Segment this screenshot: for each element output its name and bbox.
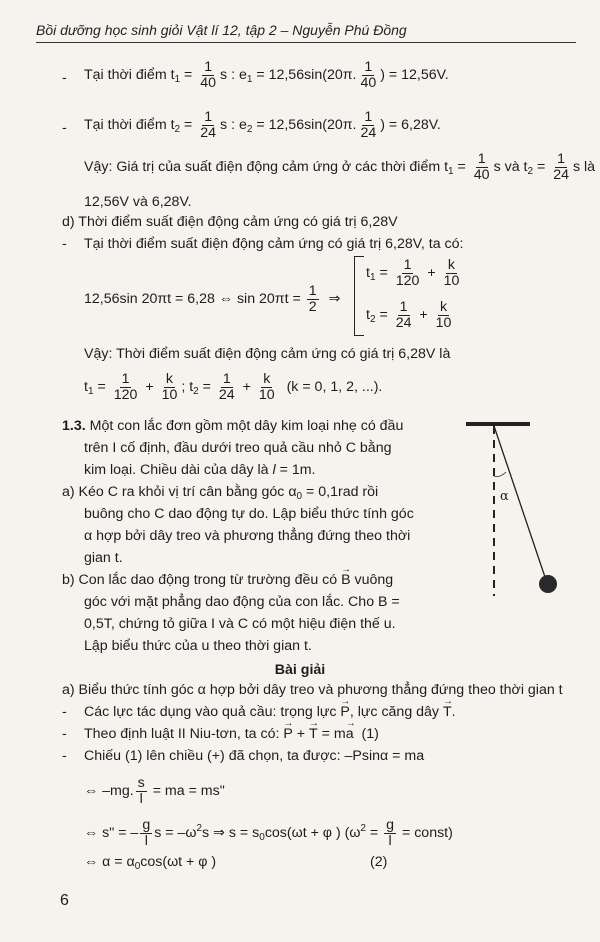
solution-a: a) Biểu thức tính góc α hợp bởi dây treo và phương thẳng đứng theo thời gian t	[62, 682, 563, 698]
bullet-dash: -	[62, 236, 67, 252]
sin-equation: 12,56sin 20πt = 6,28 ⇔ sin 20πt = $\frac{1}{2}$ ⇒	[84, 283, 341, 315]
angle-arc	[494, 472, 506, 477]
bullet-dash: -	[62, 748, 67, 764]
eq-ode-line: ⇔ s" = – $\frac{g}{l}$ $s = -\omega^2s$ ⇒ $s = s_0\cos(\omega t + \varphi$ ) ($\omega^2$ = $\frac{g}{l}$ = const)	[84, 817, 453, 849]
conclusion-1-cont: 12,56V và 6,28V.	[84, 194, 192, 210]
part-a-line-1: a) Kéo C ra khỏi vị trí cân bằng góc $\alpha_0 = 0,1rad$ rồi	[62, 484, 379, 502]
problem-number: 1.3.	[62, 418, 86, 434]
solution-title: Bài giải	[274, 662, 326, 678]
frac-1-24-b: $\frac{1}{24}$	[360, 109, 377, 141]
eq-mg-line: ⇔ –mg. $\frac{s}{l}$ = ma = ms"	[84, 775, 225, 807]
forces-line: Các lực tác dụng vào quả cầu: trọng lực → P, lực căng dây → T.	[84, 702, 456, 722]
angle-label: α	[500, 489, 509, 504]
part-b-line-2: góc với mặt phẳng dao động của con lắc. Cho B =	[84, 594, 400, 610]
bullet-dash: -	[62, 70, 67, 86]
page-number: 6	[60, 892, 69, 909]
problem-1-3-line-1: 1.3. Một con lắc đơn gồm một dây kim loại nhẹ có đầu	[62, 418, 404, 434]
pendulum-bob	[539, 575, 557, 593]
frac-1-24: $\frac{1}{24}$	[200, 109, 217, 141]
part-b-line-4: Lập biểu thức của u theo thời gian t.	[84, 638, 312, 654]
conclusion-1: Vậy: Giá trị của suất điện động cảm ứng ở các thời điểm $t_1$ = $\frac{1}{40}$ s và $t_2$ = $\frac{1}{24}$ s là	[84, 151, 596, 183]
frac-1-40: $\frac{1}{40}$	[200, 59, 217, 91]
pendulum-figure	[460, 416, 580, 602]
part-b-line-1: b) Con lắc dao động trong từ trường đều có → B vuông	[62, 570, 393, 590]
part-a-line-3: α hợp bởi dây treo và phương thẳng đứng theo thời	[84, 528, 411, 544]
bullet-dash: -	[62, 726, 67, 742]
part-d-sub: Tại thời điểm suất điện động cảm ứng có giá trị 6,28V, ta có:	[84, 236, 464, 252]
t2-line: Tại thời điểm $t_2$ = $\frac{1}{24}$ s : $e_2 = 12,56\sin(20\pi$. $\frac{1}{24}$ ) = 6,28V.	[84, 109, 441, 141]
system-bracket	[354, 256, 364, 336]
running-header: Bồi dưỡng học sinh giỏi Vật lí 12, tập 2 – Nguyễn Phú Đồng	[36, 22, 576, 43]
projection-line: Chiếu (1) lên chiều (+) đã chọn, ta được: –Psinα = ma	[84, 748, 425, 764]
system-row-2: $t_2$ = $\frac{1}{24}$ + $\frac{k}{10}$	[366, 299, 452, 331]
part-a-line-2: buông cho C dao động tự do. Lập biểu thức tính góc	[84, 506, 414, 522]
system-row-1: $t_1$ = $\frac{1}{120}$ + $\frac{k}{10}$	[366, 257, 460, 289]
conclusion-2: Vậy: Thời điểm suất điện động cảm ứng có giá trị 6,28V là	[84, 346, 451, 362]
eq-alpha-line: ⇔ $\alpha = \alpha_0\cos(\omega t + \varphi$ )	[84, 854, 217, 872]
bullet-dash: -	[62, 120, 67, 136]
conclusion-2-formula: $t_1$ = $\frac{1}{120}$ + $\frac{k}{10}$ ; $t_2$ = $\frac{1}{24}$ + $\frac{k}{10}$ (k = 0, 1, 2, ...).	[84, 371, 383, 403]
newton-line: Theo định luật II Niu-tơn, ta có: → P + → T = m→ a (1)	[84, 724, 379, 744]
part-d-heading: d) Thời điểm suất điện động cảm ứng có giá trị 6,28V	[62, 214, 398, 230]
t1-line: Tại thời điểm $t_1$ = $\frac{1}{40}$ s : $e_1 = 12,56\sin(20\pi$. $\frac{1}{40}$ ) = 12,56V.	[84, 59, 449, 91]
part-a-line-4: gian t.	[84, 550, 123, 566]
part-b-line-3: 0,5T, chứng tỏ giữa I và C có một hiệu điện thế u.	[84, 616, 396, 632]
problem-1-3-line-3: kim loại. Chiều dài của dây là l = 1m.	[84, 462, 316, 478]
frac-1-40-b: $\frac{1}{40}$	[360, 59, 377, 91]
equation-number-2: (2)	[370, 854, 388, 870]
pendulum-support	[466, 422, 530, 426]
problem-1-3-line-2: trên I cố định, đầu dưới treo quả cầu nhỏ C bằng	[84, 440, 392, 456]
bullet-dash: -	[62, 704, 67, 720]
vector-B: → B	[341, 570, 350, 590]
